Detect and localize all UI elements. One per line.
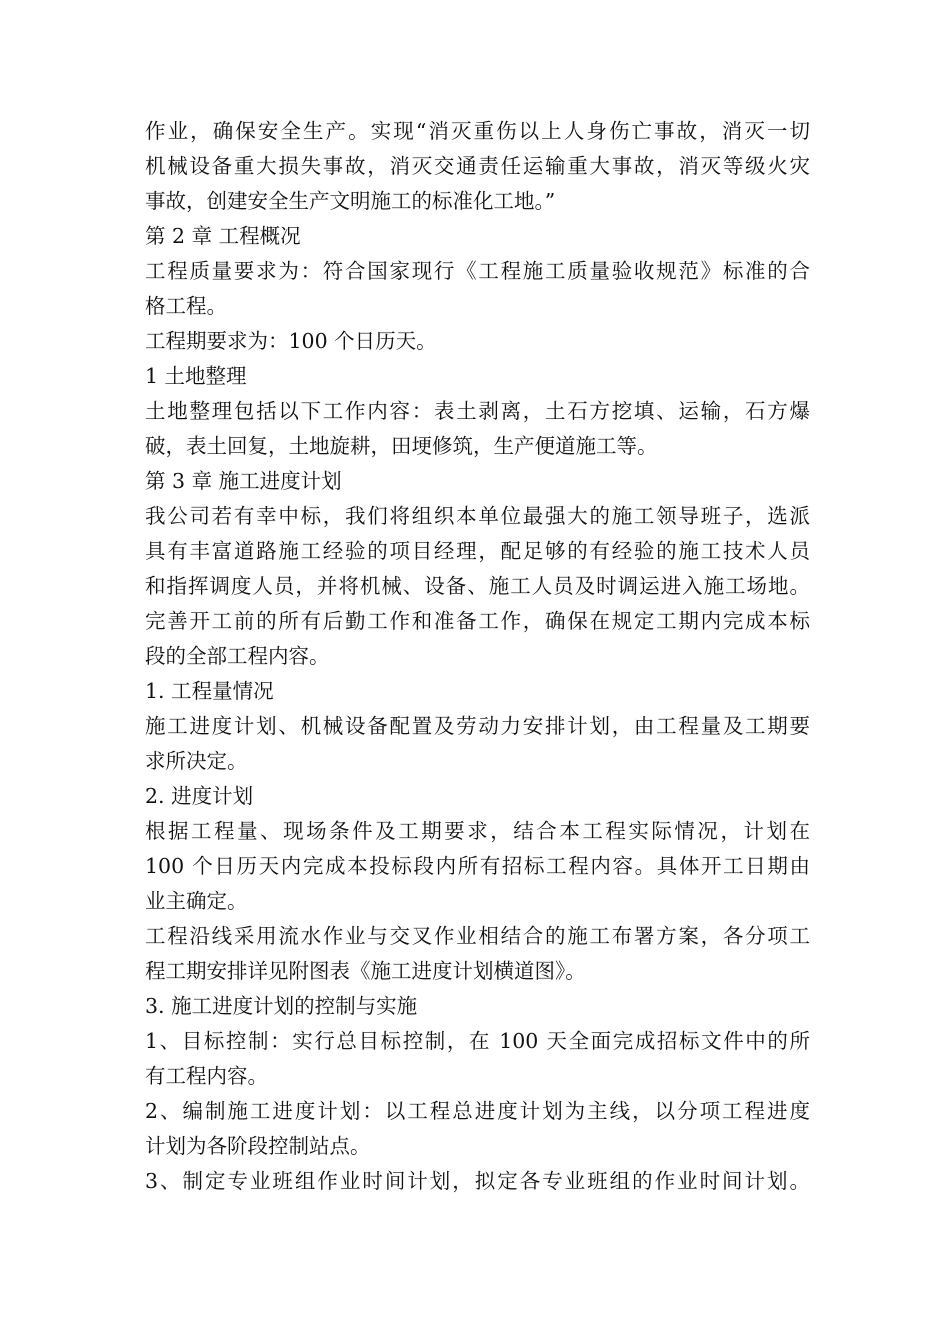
text-line: 工程沿线采用流水作业与交叉作业相结合的施工布署方案，各分项工 [145, 924, 810, 948]
text-line: 施工进度计划、机械设备配置及劳动力安排计划，由工程量及工期要 [145, 714, 810, 738]
text-line: 第 3 章 施工进度计划 [145, 469, 342, 493]
text-line: 1. 工程量情况 [145, 679, 274, 703]
text-line: 有工程内容。 [145, 1064, 268, 1088]
text-line: 2. 进度计划 [145, 784, 254, 808]
text-line: 作业，确保安全生产。实现“消灭重伤以上人身伤亡事故，消灭一切 [145, 119, 810, 143]
text-line: 3、制定专业班组作业时间计划，拟定各专业班组的作业时间计划。 [145, 1169, 810, 1193]
text-line: 破，表土回复，土地旋耕，田埂修筑，生产便道施工等。 [145, 434, 658, 458]
text-line: 根据工程量、现场条件及工期要求，结合本工程实际情况，计划在 [145, 819, 810, 843]
text-line: 计划为各阶段控制站点。 [145, 1134, 371, 1158]
text-line: 机械设备重大损失事故，消灭交通责任运输重大事故，消灭等级火灾 [145, 154, 810, 178]
text-line: 事故，创建安全生产文明施工的标准化工地。” [145, 189, 556, 213]
text-line: 具有丰富道路施工经验的项目经理，配足够的有经验的施工技术人员 [145, 539, 810, 563]
text-line: 工程期要求为：100 个日历天。 [145, 329, 437, 353]
text-line: 1、目标控制：实行总目标控制，在 100 天全面完成招标文件中的所 [145, 1029, 810, 1053]
text-line: 程工期安排详见附图表《施工进度计划横道图》。 [145, 959, 586, 983]
text-line: 1 土地整理 [145, 364, 247, 388]
text-line: 工程质量要求为：符合国家现行《工程施工质量验收规范》标准的合 [145, 259, 810, 283]
text-line: 和指挥调度人员，并将机械、设备、施工人员及时调运进入施工场地。 [145, 574, 810, 598]
text-line: 段的全部工程内容。 [145, 644, 330, 668]
text-line: 格工程。 [145, 294, 227, 318]
document-body [145, 114, 810, 1199]
text-line: 我公司若有幸中标，我们将组织本单位最强大的施工领导班子，选派 [145, 504, 810, 528]
text-line: 完善开工前的所有后勤工作和准备工作，确保在规定工期内完成本标 [145, 609, 810, 633]
text-line: 业主确定。 [145, 889, 248, 913]
text-line: 3. 施工进度计划的控制与实施 [145, 994, 418, 1018]
text-line: 土地整理包括以下工作内容：表土剥离，土石方挖填、运输，石方爆 [145, 399, 810, 423]
text-line: 求所决定。 [145, 749, 248, 773]
text-line: 100 个日历天内完成本投标段内所有招标工程内容。具体开工日期由 [145, 854, 810, 878]
text-line: 2、编制施工进度计划：以工程总进度计划为主线，以分项工程进度 [145, 1099, 810, 1123]
text-line: 第 2 章 工程概况 [145, 224, 301, 248]
